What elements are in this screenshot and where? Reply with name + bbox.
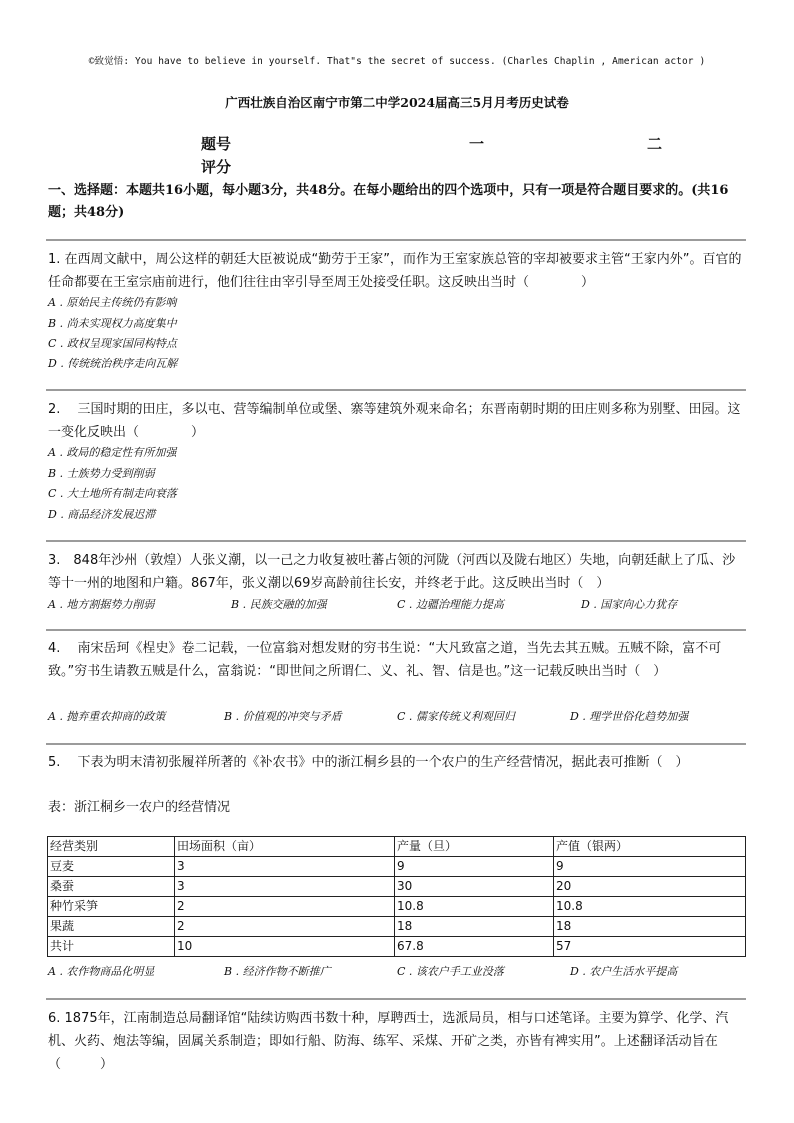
- question-2-option-c[interactable]: C . 大土地所有制走向衰落: [48, 487, 177, 500]
- table-caption: 表：浙江桐乡一农户的经营情况: [48, 800, 231, 815]
- question-2-option-a[interactable]: A . 政局的稳定性有所加强: [48, 446, 177, 459]
- score-table-col1: 一: [469, 135, 485, 153]
- question-4-options: [48, 707, 748, 727]
- score-table-score-label: 评分: [201, 158, 232, 176]
- farm-table: [47, 836, 746, 957]
- table-cell: 种竹采笋: [48, 897, 175, 917]
- question-6-stem: 6. 1875年，江南制造总局翻译馆“陆续访购西书数十种，厚聘西士，选派局员，相与口述笔译。主要为算学、化学、汽机、火药、炮法等编，固属关系制造；即如行船、防海、练军、采煤、开矿之类，亦皆有裨实用”。上述翻译活动旨在（ ）: [48, 1011, 729, 1072]
- question-1-option-c[interactable]: C . 政权呈现家国同构特点: [48, 337, 177, 350]
- table-cell: 18: [395, 917, 554, 937]
- table-header-cell: 产值（银两）: [554, 837, 746, 857]
- question-1-option-a[interactable]: A . 原始民主传统仍有影响: [48, 296, 177, 309]
- table-header-cell: 田场面积（亩）: [175, 837, 395, 857]
- table-cell: 共计: [48, 937, 175, 957]
- question-3-option-b[interactable]: B . 民族交融的加强: [231, 598, 327, 611]
- question-2-option-b[interactable]: B . 士族势力受到削弱: [48, 467, 155, 480]
- table-row: [48, 857, 746, 877]
- question-3-stem: 3. 848年沙州（敦煌）人张义潮，以一己之力收复被吐蕃占领的河陇（河西以及陇右地区）失地，向朝廷献上了瓜、沙等十一州的地图和户籍。867年，张义潮以69岁高龄前往长安，并终老于此。这反映出当时（ ）: [48, 553, 736, 591]
- table-cell: 2: [175, 917, 395, 937]
- divider: [46, 540, 746, 542]
- question-4-option-a[interactable]: A . 抛弃重农抑商的政策: [48, 710, 166, 723]
- question-5-option-c[interactable]: C . 该农户手工业没落: [397, 965, 504, 978]
- divider: [46, 998, 746, 1000]
- table-cell: 3: [175, 857, 395, 877]
- table-cell: 桑蚕: [48, 877, 175, 897]
- table-row: [48, 877, 746, 897]
- table-cell: 30: [395, 877, 554, 897]
- question-5-option-b[interactable]: B . 经济作物不断推广: [224, 965, 331, 978]
- question-4-option-d[interactable]: D . 理学世俗化趋势加强: [570, 710, 689, 723]
- question-4-option-b[interactable]: B . 价值观的冲突与矛盾: [224, 710, 342, 723]
- divider: [46, 239, 746, 241]
- table-row: [48, 917, 746, 937]
- table-cell: 果蔬: [48, 917, 175, 937]
- divider: [46, 743, 746, 745]
- table-cell: 67.8: [395, 937, 554, 957]
- divider: [46, 389, 746, 391]
- question-5-options: [48, 962, 748, 982]
- question-1-option-d[interactable]: D . 传统统治秩序走向瓦解: [48, 357, 178, 370]
- question-4-option-c[interactable]: C . 儒家传统义利观回归: [397, 710, 515, 723]
- table-row: [48, 897, 746, 917]
- question-2-option-d[interactable]: D . 商品经济发展迟滞: [48, 508, 156, 521]
- table-cell: 10.8: [395, 897, 554, 917]
- question-3-options: [48, 595, 748, 615]
- question-4-stem: 4. 南宋岳珂《桯史》卷二记载，一位富翁对想发财的穷书生说：“大凡致富之道，当先去其五贼。五贼不除，富不可致。”穷书生请教五贼是什么，富翁说：“即世间之所谓仁、义、礼、智、信是也。”这一记载反映出当时（ ）: [48, 641, 722, 679]
- divider: [46, 629, 746, 631]
- question-1-option-b[interactable]: B . 尚未实现权力高度集中: [48, 317, 177, 330]
- table-header-cell: 经营类别: [48, 837, 175, 857]
- table-cell: 57: [554, 937, 746, 957]
- question-3-option-d[interactable]: D . 国家向心力犹存: [581, 598, 678, 611]
- question-3-option-a[interactable]: A . 地方割据势力削弱: [48, 598, 155, 611]
- question-5-stem: 5. 下表为明末清初张履祥所著的《补农书》中的浙江桐乡县的一个农户的生产经营情况，据此表可推断（ ）: [48, 755, 689, 770]
- question-5-option-d[interactable]: D . 农户生活水平提高: [570, 965, 678, 978]
- table-cell: 2: [175, 897, 395, 917]
- question-1-stem: 1. 在西周文献中，周公这样的朝廷大臣被说成“勤劳于王家”，而作为王室家族总管的宰却被要求主管“王家内外”。百官的任命都要在王室宗庙前进行，他们往往由宰引导至周王处接受任职。这反映出当时（ ）: [48, 252, 742, 290]
- table-cell: 10: [175, 937, 395, 957]
- table-cell: 18: [554, 917, 746, 937]
- question-3-option-c[interactable]: C . 边疆治理能力提高: [397, 598, 504, 611]
- table-cell: 豆麦: [48, 857, 175, 877]
- section-heading: 一、选择题：本题共16小题，每小题3分，共48分。在每小题给出的四个选项中，只有一项是符合题目要求的。(共16题；共48分): [48, 183, 729, 220]
- table-cell: 20: [554, 877, 746, 897]
- table-header-cell: 产量（旦）: [395, 837, 554, 857]
- question-5-option-a[interactable]: A . 农作物商品化明显: [48, 965, 155, 978]
- table-cell: 10.8: [554, 897, 746, 917]
- table-row: [48, 937, 746, 957]
- motto-line: ©致觉悟: You have to believe in yourself. That"s the secret of success. (Charles Chaplin , American actor ): [88, 56, 706, 67]
- question-2-stem: 2. 三国时期的田庄，多以屯、营等编制单位或堡、寨等建筑外观来命名；东晋南朝时期的田庄则多称为别墅、田园。这一变化反映出（ ）: [48, 402, 741, 440]
- score-table-row-label: 题号: [201, 135, 232, 153]
- table-cell: 9: [395, 857, 554, 877]
- table-header-row: [48, 837, 746, 857]
- score-table-col2: 二: [647, 135, 663, 153]
- table-cell: 3: [175, 877, 395, 897]
- table-cell: 9: [554, 857, 746, 877]
- exam-title: 广西壮族自治区南宁市第二中学2024届高三5月月考历史试卷: [225, 95, 569, 110]
